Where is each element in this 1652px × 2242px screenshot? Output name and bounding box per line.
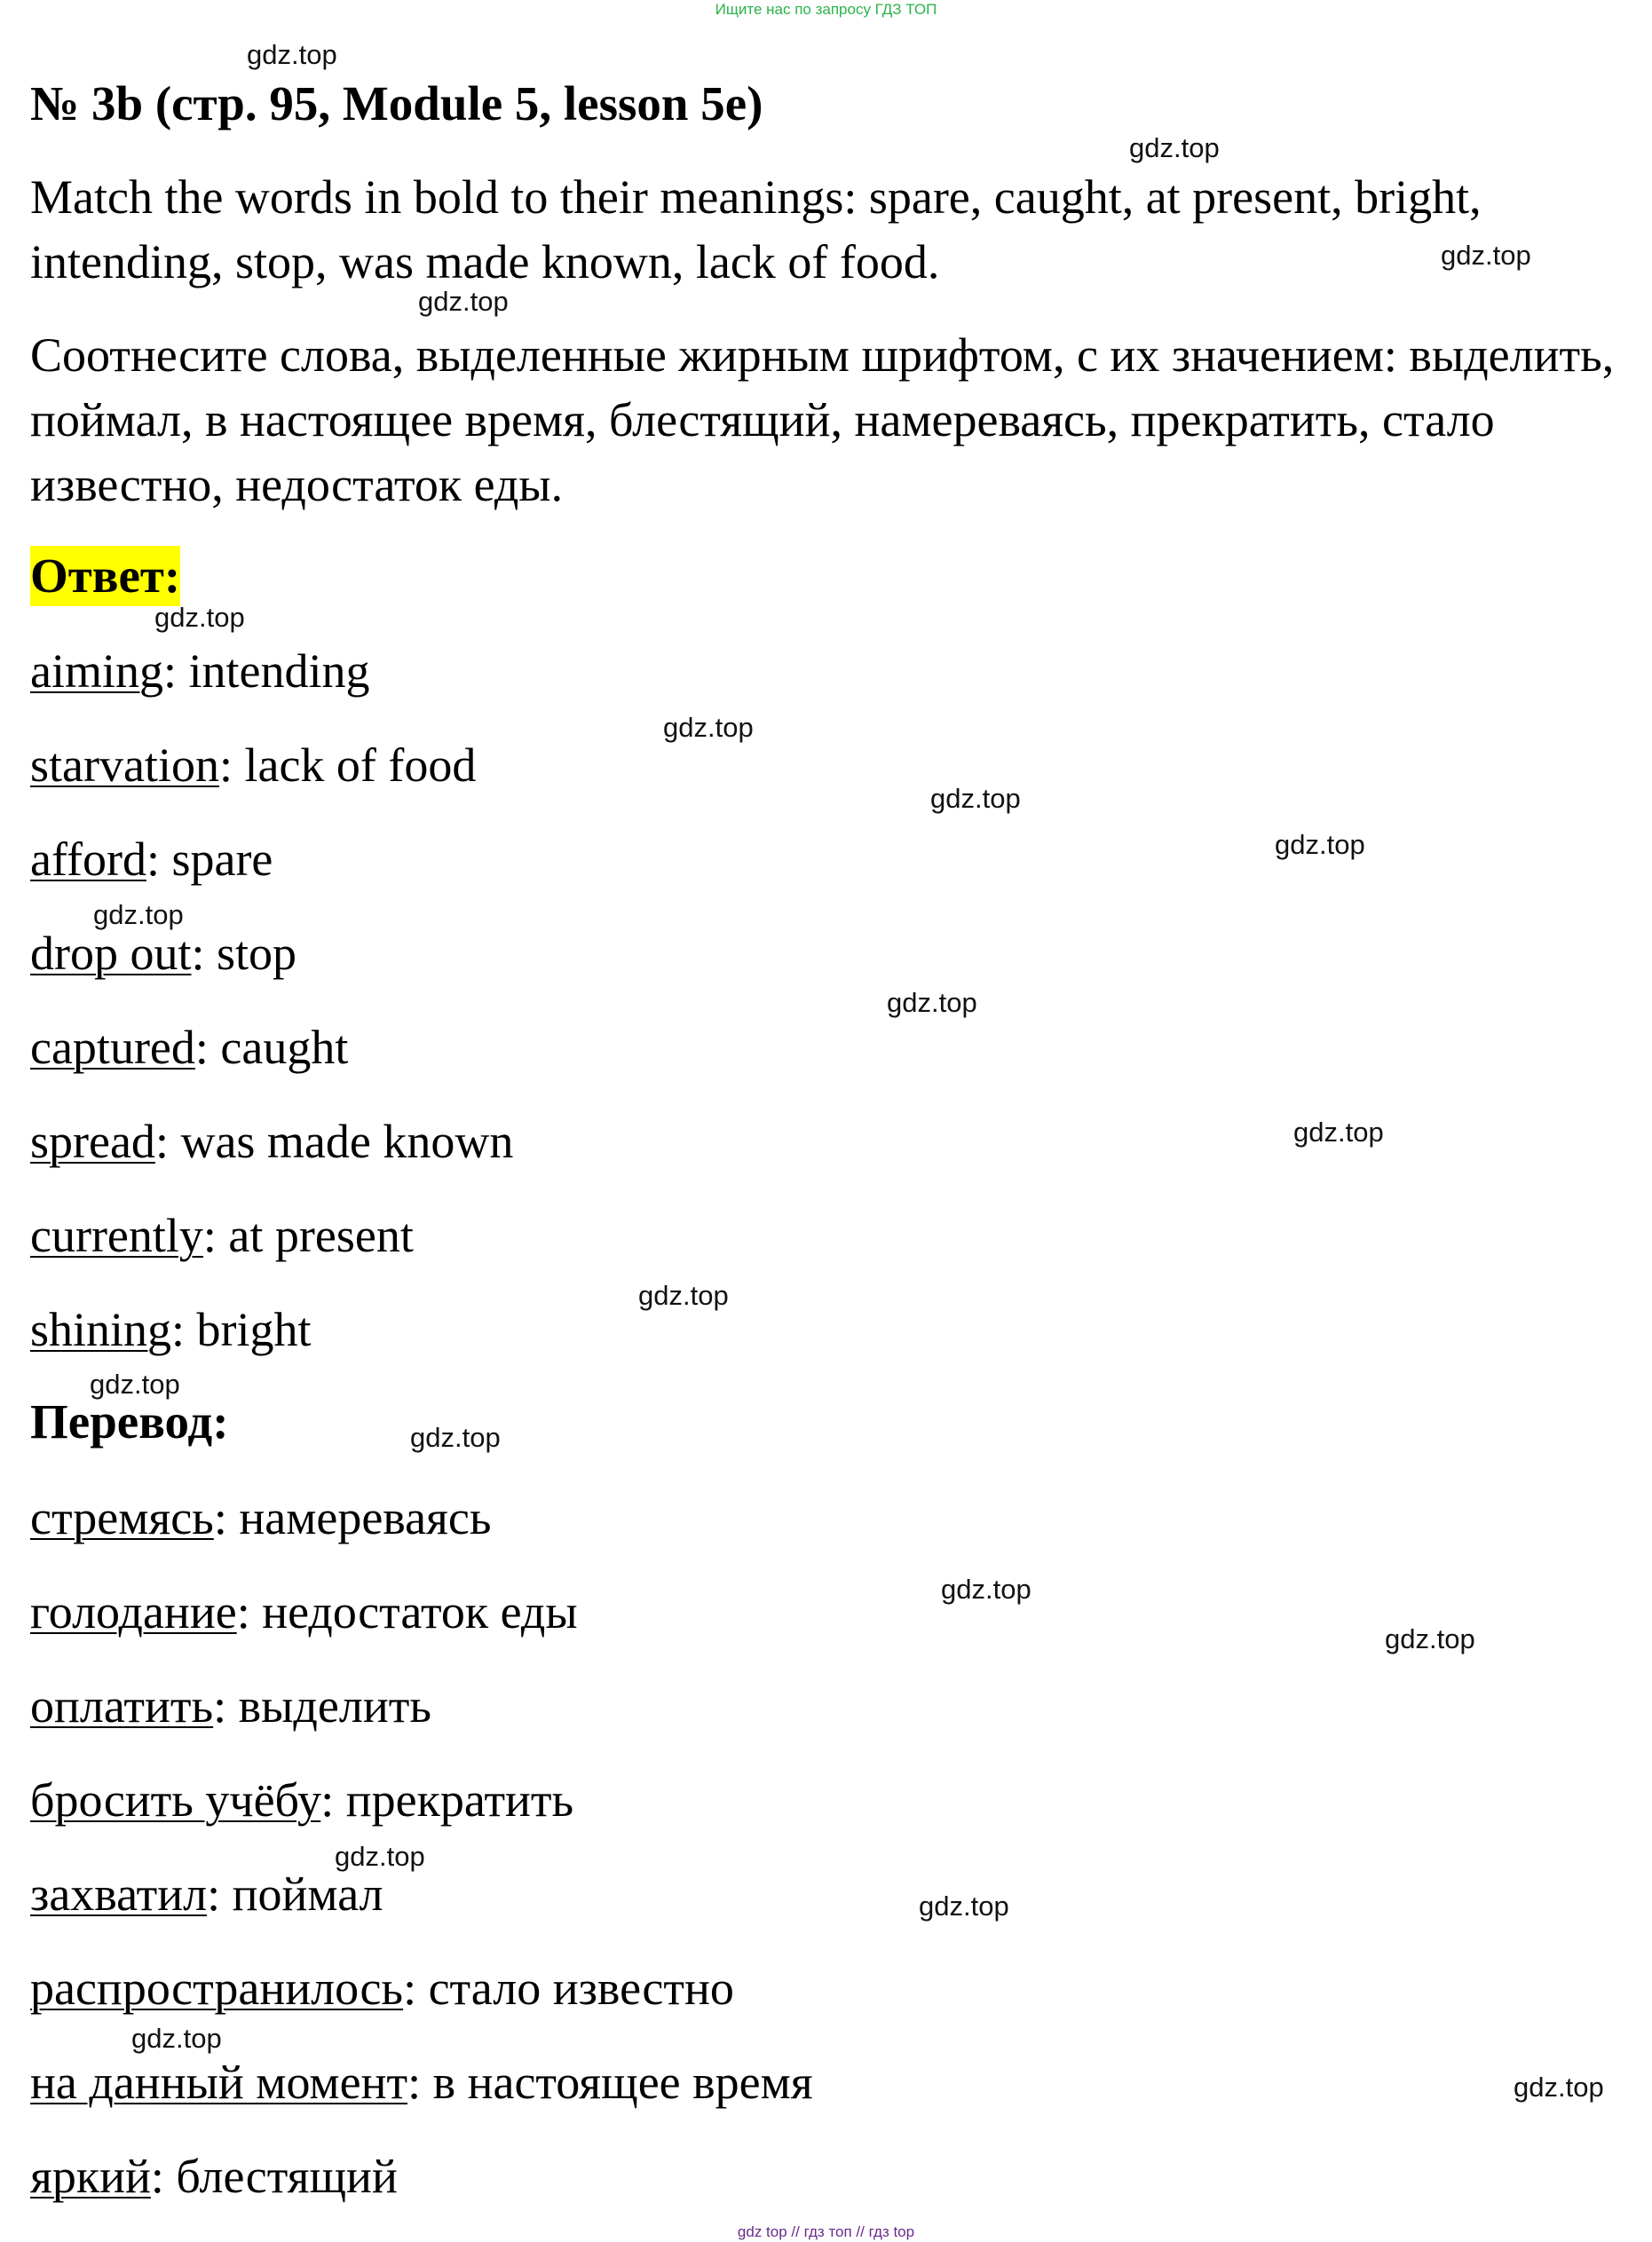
answer-word: afford	[30, 833, 146, 886]
translation-word: захватил	[30, 1867, 208, 1921]
watermark: gdz.top	[335, 1841, 425, 1872]
translation-meaning: блестящий	[176, 2150, 398, 2203]
pair-separator: :	[236, 1585, 263, 1638]
answer-item	[30, 830, 273, 888]
translation-meaning: поймал	[232, 1867, 383, 1921]
translation-item	[30, 1583, 578, 1641]
answer-item	[30, 1112, 513, 1171]
watermark: gdz.top	[1275, 829, 1365, 860]
answer-heading: Ответ:	[30, 546, 180, 606]
answer-item	[30, 642, 369, 700]
translation-item	[30, 1488, 492, 1547]
task-text-ru: Соотнесите слова, выделенные жирным шрифтом, с их значением: выделить, поймал, в настоящее время, блестящий, намереваясь, прекратить, стало известно, недостаток еды.	[30, 328, 1615, 511]
answer-item	[30, 1018, 348, 1077]
pair-separator: :	[213, 1679, 239, 1733]
translation-item	[30, 1865, 383, 1923]
watermark: gdz.top	[941, 1574, 1032, 1605]
watermark: gdz.top	[90, 1369, 180, 1400]
answer-meaning: stop	[217, 927, 297, 980]
watermark: gdz.top	[247, 39, 337, 70]
footer-links[interactable]: gdz top // гдз топ // гдз top	[737, 2223, 915, 2240]
pair-separator: :	[213, 1491, 240, 1544]
translation-meaning: прекратить	[345, 1773, 574, 1827]
answer-item	[30, 1206, 414, 1265]
pair-separator: :	[218, 738, 245, 792]
translation-word: стремясь	[30, 1491, 214, 1544]
translation-item	[30, 2147, 398, 2206]
pair-separator: :	[202, 1209, 229, 1262]
translation-item	[30, 2053, 813, 2112]
pair-separator: :	[171, 1303, 197, 1356]
answer-meaning: was made known	[180, 1115, 514, 1168]
pair-separator: :	[162, 644, 189, 698]
pair-separator: :	[407, 2056, 433, 2109]
answer-item	[30, 924, 296, 983]
answer-word: starvation	[30, 738, 219, 792]
answer-meaning: intending	[188, 644, 370, 698]
watermark: gdz.top	[919, 1891, 1009, 1922]
pair-separator: :	[207, 1867, 233, 1921]
translation-meaning: недостаток еды	[262, 1585, 578, 1638]
translation-word: бросить учёбу	[30, 1773, 321, 1827]
watermark: gdz.top	[638, 1280, 729, 1311]
watermark: gdz.top	[131, 2023, 222, 2054]
answer-meaning: caught	[220, 1021, 349, 1074]
watermark: gdz.top	[663, 712, 754, 743]
watermark: gdz.top	[1514, 2072, 1604, 2103]
pair-separator: :	[320, 1773, 346, 1827]
watermark: gdz.top	[930, 783, 1021, 814]
pair-separator: :	[194, 1021, 221, 1074]
answer-meaning: spare	[171, 833, 273, 886]
answer-word: aiming	[30, 644, 163, 698]
watermark: gdz.top	[410, 1422, 501, 1453]
translation-meaning: выделить	[238, 1679, 431, 1733]
page-title: № 3b (стр. 95, Module 5, lesson 5e)	[30, 76, 763, 130]
answer-word: currently	[30, 1209, 203, 1262]
answer-word: drop out	[30, 927, 192, 980]
watermark: gdz.top	[1385, 1623, 1475, 1654]
translation-meaning: намереваясь	[239, 1491, 492, 1544]
watermark: gdz.top	[1129, 132, 1220, 163]
answer-item	[30, 736, 476, 794]
answer-word: captured	[30, 1021, 195, 1074]
answer-item	[30, 1300, 312, 1359]
watermark: gdz.top	[887, 987, 977, 1018]
pair-separator: :	[146, 833, 172, 886]
answer-word: spread	[30, 1115, 155, 1168]
pair-separator: :	[191, 927, 217, 980]
translation-meaning: в настоящее время	[432, 2056, 813, 2109]
translation-item	[30, 1771, 573, 1829]
watermark: gdz.top	[1293, 1117, 1384, 1148]
answer-meaning: at present	[228, 1209, 414, 1262]
pair-separator: :	[150, 2150, 177, 2203]
answer-word: shining	[30, 1303, 172, 1356]
watermark: gdz.top	[154, 602, 245, 633]
watermark: gdz.top	[418, 286, 509, 317]
answer-meaning: lack of food	[244, 738, 477, 792]
top-banner[interactable]: Ищите нас по запросу ГДЗ ТОП	[715, 1, 937, 18]
watermark: gdz.top	[93, 899, 184, 930]
translation-item	[30, 1959, 734, 2017]
pair-separator: :	[154, 1115, 181, 1168]
pair-separator: :	[403, 1962, 429, 2015]
watermark: gdz.top	[1441, 240, 1531, 271]
translation-word: распространилось	[30, 1962, 404, 2015]
translation-heading: Перевод:	[30, 1394, 229, 1449]
translation-word: на данный момент	[30, 2056, 408, 2109]
task-text-en: Match the words in bold to their meanings: spare, caught, at present, bright, intending, stop, was made known, lack of food.	[30, 170, 1482, 288]
translation-item	[30, 1677, 431, 1735]
translation-word: яркий	[30, 2150, 151, 2203]
translation-word: голодание	[30, 1585, 237, 1638]
answer-meaning: bright	[196, 1303, 312, 1356]
translation-word: оплатить	[30, 1679, 214, 1733]
translation-meaning: стало известно	[428, 1962, 734, 2015]
